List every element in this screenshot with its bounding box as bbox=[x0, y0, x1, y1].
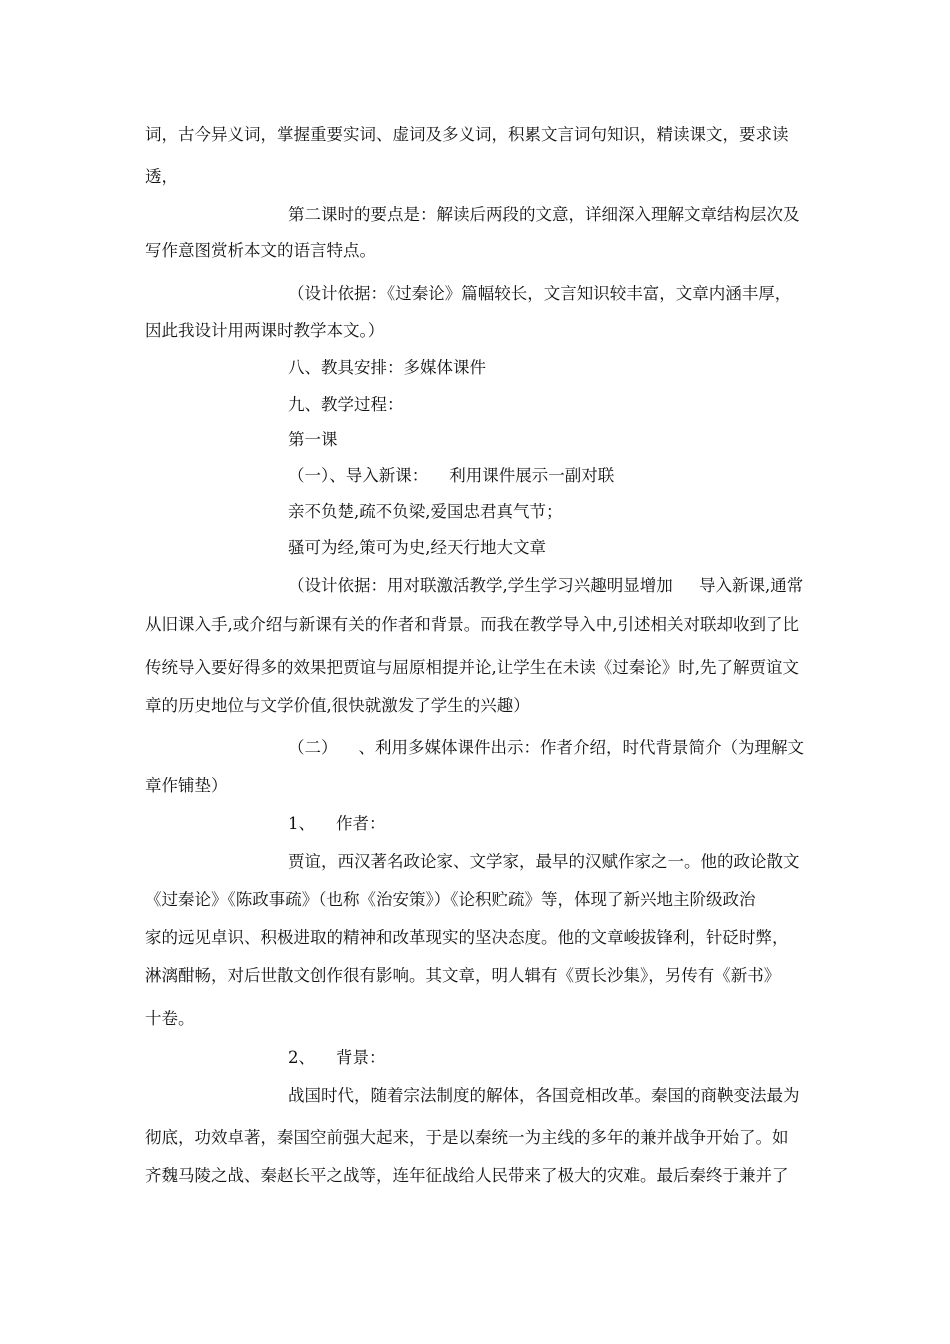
text-line: 1、 作者： bbox=[288, 814, 386, 833]
text-line: 从旧课入手,或介绍与新课有关的作者和背景。而我在教学导入中,引述相关对联却收到了比 bbox=[145, 615, 799, 634]
text-line: 因此我设计用两课时教学本文。） bbox=[145, 321, 385, 340]
text-line: 第一课 bbox=[288, 430, 338, 449]
text-line: 八、教具安排：多媒体课件 bbox=[288, 358, 486, 377]
text-line: 《过秦论》《陈政事疏》（也称《治安策》）《论积贮疏》等，体现了新兴地主阶级政治 bbox=[145, 890, 756, 909]
text-line: 九、教学过程： bbox=[288, 395, 404, 414]
text-line: 章作铺垫） bbox=[145, 776, 228, 795]
text-line: （设计依据：用对联激活教学,学生学习兴趣明显增加 导入新课,通常 bbox=[288, 576, 804, 595]
text-line: 彻底，功效卓著，秦国空前强大起来，于是以秦统一为主线的多年的兼并战争开始了。如 bbox=[145, 1128, 789, 1147]
text-line: 骚可为经,策可为史,经天行地大文章 bbox=[288, 538, 546, 557]
text-line: （二） 、利用多媒体课件出示：作者介绍，时代背景简介（为理解文 bbox=[288, 738, 804, 757]
text-line: 写作意图赏析本文的语言特点。 bbox=[145, 241, 376, 260]
text-line: 透， bbox=[145, 167, 178, 186]
text-line: 传统导入要好得多的效果把贾谊与屈原相提并论,让学生在未读《过秦论》时,先了解贾谊文 bbox=[145, 658, 799, 677]
text-line: （一）、导入新课： 利用课件展示一副对联 bbox=[288, 466, 615, 485]
text-line: （设计依据：《过秦论》篇幅较长，文言知识较丰富，文章内涵丰厚， bbox=[288, 284, 792, 303]
text-line: 十卷。 bbox=[145, 1009, 195, 1028]
text-line: 亲不负楚,疏不负梁,爱国忠君真气节； bbox=[288, 502, 563, 521]
text-line: 第二课时的要点是：解读后两段的文意，详细深入理解文章结构层次及 bbox=[288, 205, 800, 224]
text-line: 家的远见卓识、积极进取的精神和改革现实的坚决态度。他的文章峻拔锋利，针砭时弊， bbox=[145, 928, 789, 947]
text-line: 齐魏马陵之战、秦赵长平之战等，连年征战给人民带来了极大的灾难。最后秦终于兼并了 bbox=[145, 1166, 789, 1185]
text-line: 2、 背景： bbox=[288, 1048, 386, 1067]
text-line: 战国时代，随着宗法制度的解体，各国竞相改革。秦国的商鞅变法最为 bbox=[288, 1086, 800, 1105]
text-line: 词，古今异义词，掌握重要实词、虚词及多义词，积累文言词句知识，精读课文，要求读 bbox=[145, 125, 789, 144]
text-line: 淋漓酣畅，对后世散文创作很有影响。其文章，明人辑有《贾长沙集》，另传有《新书》 bbox=[145, 966, 781, 985]
text-line: 章的历史地位与文学价值,很快就激发了学生的兴趣） bbox=[145, 696, 530, 715]
text-line: 贾谊，西汉著名政论家、文学家，最早的汉赋作家之一。他的政论散文 bbox=[288, 852, 800, 871]
